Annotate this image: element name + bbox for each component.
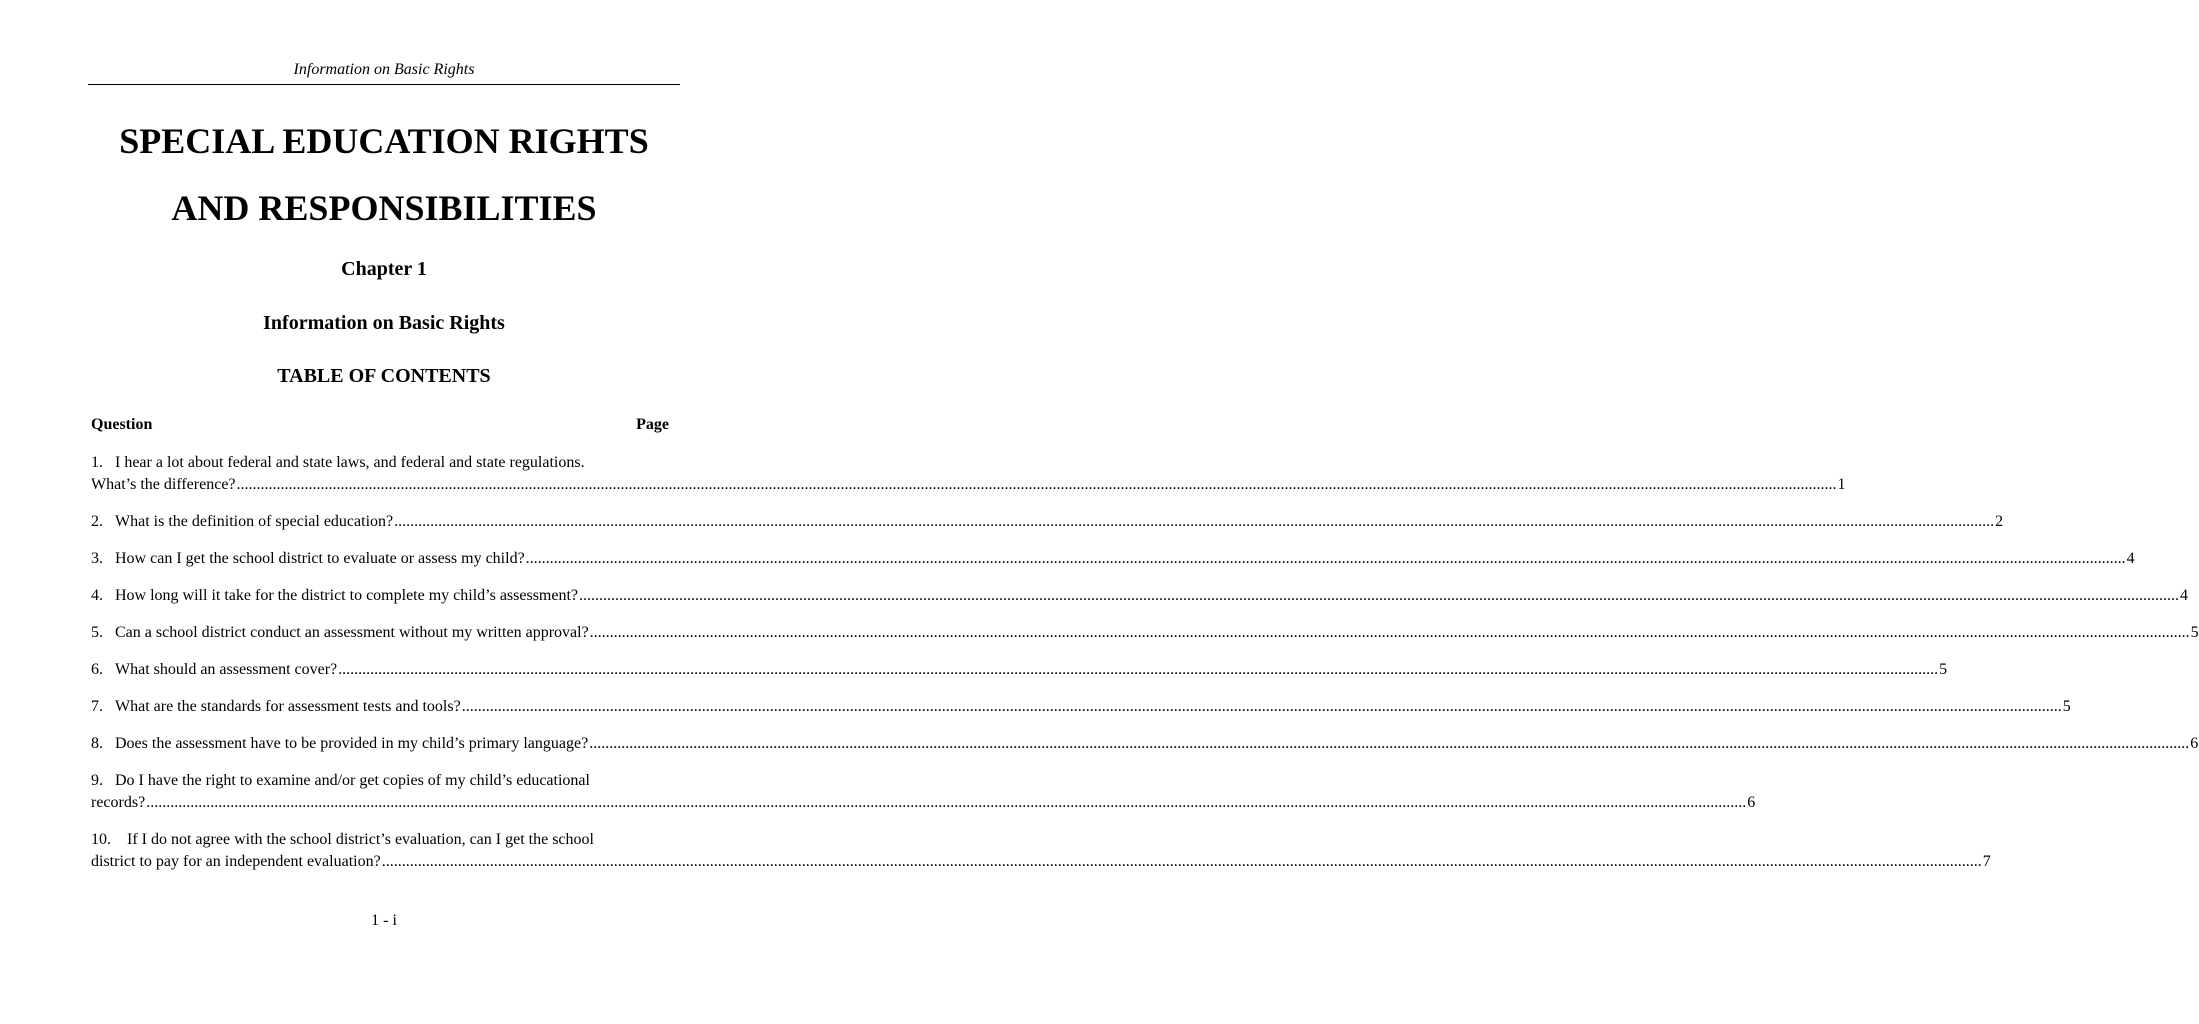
toc-entry[interactable] <box>91 659 1948 681</box>
toc-entry[interactable] <box>91 511 2004 533</box>
toc-leader-dots: ................................................................................................................................................................................................................................................................................................................................................................................................................ <box>338 661 1939 678</box>
toc-entry-page: 7 <box>1982 853 1991 870</box>
toc-entry-number: 10. <box>91 831 111 848</box>
toc-entry[interactable] <box>91 452 1846 496</box>
question-column-header: Question <box>91 416 153 433</box>
toc-entry-page: 6 <box>1747 794 1756 811</box>
toc-leader-dots: ................................................................................................................................................................................................................................................................................................................................................................................................................ <box>394 513 1995 530</box>
title-line-2: AND RESPONSIBILITIES <box>171 188 597 228</box>
toc-entry[interactable] <box>91 548 2135 570</box>
toc-entry-text: records? <box>91 794 146 811</box>
toc-leader-dots: ................................................................................................................................................................................................................................................................................................................................................................................................................ <box>236 476 1837 493</box>
toc-entry-number: 5. <box>91 624 103 641</box>
toc-entry[interactable] <box>91 733 2199 755</box>
toc-heading: TABLE OF CONTENTS <box>277 365 491 387</box>
toc-entry[interactable] <box>91 770 1756 814</box>
toc-entry[interactable] <box>91 829 1991 873</box>
document-title <box>40 108 728 242</box>
toc-entry-page: 6 <box>2190 735 2199 752</box>
toc-entry[interactable] <box>91 696 2071 718</box>
toc-leader-dots: ................................................................................................................................................................................................................................................................................................................................................................................................................ <box>589 624 2190 641</box>
page-number: 1 - i <box>371 912 397 929</box>
toc-entry-number: 9. <box>91 772 103 789</box>
toc-entry-page: 2 <box>1995 513 2004 530</box>
toc-entry-text: What’s the difference? <box>91 476 236 493</box>
toc-entry-number: 8. <box>91 735 103 752</box>
toc-leader-dots: ................................................................................................................................................................................................................................................................................................................................................................................................................ <box>525 550 2126 567</box>
page-column-header: Page <box>636 416 669 433</box>
toc-entry-text: district to pay for an independent evaluation? <box>91 853 381 870</box>
title-line-1: SPECIAL EDUCATION RIGHTS <box>119 121 649 161</box>
header-rule <box>88 84 680 85</box>
toc-entry-text: What is the definition of special education? <box>115 513 394 530</box>
toc-entry-page: 5 <box>2062 698 2071 715</box>
toc-entry-page: 1 <box>1837 476 1846 493</box>
toc-entry-page: 4 <box>2126 550 2135 567</box>
toc-leader-dots: ................................................................................................................................................................................................................................................................................................................................................................................................................ <box>381 853 1982 870</box>
toc-entry-number: 4. <box>91 587 103 604</box>
toc-entry-text: I hear a lot about federal and state laws, and federal and state regulations. <box>115 454 585 471</box>
toc-entry-number: 3. <box>91 550 103 567</box>
toc-entry-text: If I do not agree with the school district’s evaluation, can I get the school <box>127 831 594 848</box>
toc-entry-text: How long will it take for the district to complete my child’s assessment? <box>115 587 579 604</box>
toc-leader-dots: ................................................................................................................................................................................................................................................................................................................................................................................................................ <box>579 587 2180 604</box>
toc-entry-number: 1. <box>91 454 103 471</box>
toc-entry-text: Does the assessment have to be provided in my child’s primary language? <box>115 735 589 752</box>
toc-leader-dots: ................................................................................................................................................................................................................................................................................................................................................................................................................ <box>461 698 2062 715</box>
chapter-heading: Chapter 1 <box>341 258 427 280</box>
toc-entry-number: 6. <box>91 661 103 678</box>
toc-leader-dots: ................................................................................................................................................................................................................................................................................................................................................................................................................ <box>146 794 1747 811</box>
running-header: Information on Basic Rights <box>293 61 475 78</box>
toc-entry-page: 4 <box>2180 587 2189 604</box>
toc-entry-page: 5 <box>1939 661 1948 678</box>
table-of-contents <box>91 452 2199 888</box>
toc-entry-text: Can a school district conduct an assessment without my written approval? <box>115 624 589 641</box>
chapter-subtitle: Information on Basic Rights <box>263 312 505 334</box>
toc-entry[interactable] <box>91 622 2199 644</box>
toc-entry-number: 7. <box>91 698 103 715</box>
toc-entry-text: What should an assessment cover? <box>115 661 338 678</box>
toc-entry-number: 2. <box>91 513 103 530</box>
toc-entry-text: How can I get the school district to evaluate or assess my child? <box>115 550 525 567</box>
toc-entry[interactable] <box>91 585 2189 607</box>
toc-entry-page: 5 <box>2190 624 2199 641</box>
toc-entry-text: Do I have the right to examine and/or get copies of my child’s educational <box>115 772 590 789</box>
toc-entry-text: What are the standards for assessment tests and tools? <box>115 698 461 715</box>
toc-leader-dots: ................................................................................................................................................................................................................................................................................................................................................................................................................ <box>589 735 2190 752</box>
